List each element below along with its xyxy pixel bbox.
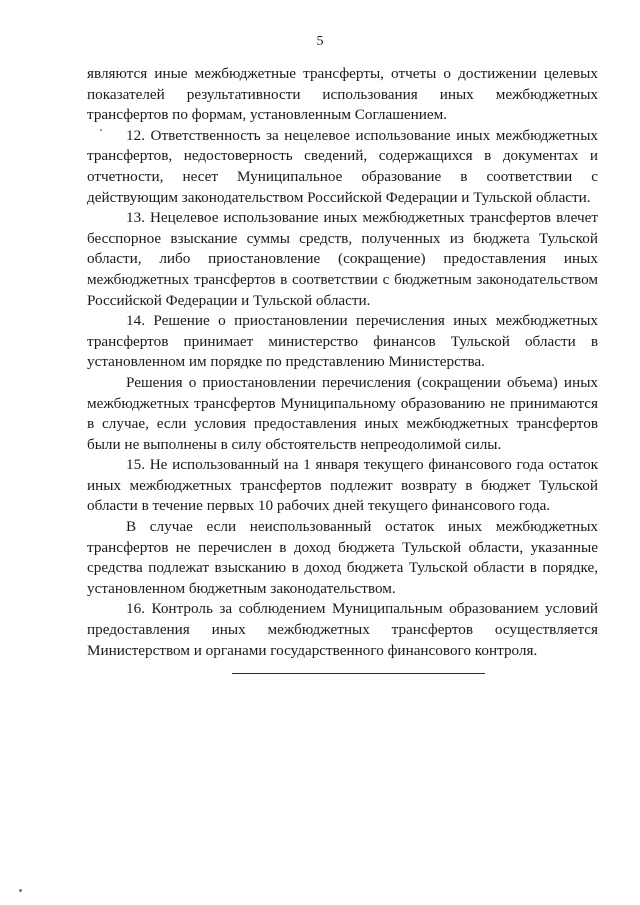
page-number: 5 xyxy=(316,34,324,49)
end-of-document-rule xyxy=(232,673,485,674)
paragraph-clause-13: 13. Нецелевое использование иных межбюджетных трансфертов влечет бесспорное взыскание суммы средств, полученных из бюджета Тульской области, либо приостановление (сокращение) предоставления иных межбюджетных трансфертов в соответствии с бюджетным законодательством Российской Федерации и Тульской области. xyxy=(87,209,598,309)
paragraph-clause-16: 16. Контроль за соблюдением Муниципальным образованием условий предоставления иных межбюджетных трансфертов осуществляется Министерством и органами государственного финансового контроля. xyxy=(87,600,598,659)
scan-speck xyxy=(100,129,102,131)
paragraph-clause-12: 12. Ответственность за нецелевое использование иных межбюджетных трансфертов, недостоверность сведений, содержащихся в документах и отчетности, несет Муниципальное образование в соответствии с действующим законодательством Российской Федерации и Тульской области. xyxy=(87,126,598,206)
paragraph-clause-14: 14. Решение о приостановлении перечисления иных межбюджетных трансфертов принимает министерство финансов Тульской области в установленном им порядке по представлению Министерства. xyxy=(87,312,598,371)
paragraph-clause-15: 15. Не использованный на 1 января текущего финансового года остаток иных межбюджетных трансфертов подлежит возврату в бюджет Тульской области в течение первых 10 рабочих дней текущего финансового года. xyxy=(87,456,598,515)
document-body xyxy=(87,64,598,661)
paragraph-clause-14-note: Решения о приостановлении перечисления (сокращении объема) иных межбюджетных трансфертов Муниципальному образованию не принимаются в случае, если условия предоставления иных межбюджетных трансфертов были не выполнены в силу обстоятельств непреодолимой силы. xyxy=(87,373,598,453)
scan-speck xyxy=(19,889,22,892)
paragraph-continuation: являются иные межбюджетные трансферты, отчеты о достижении целевых показателей результативности использования иных межбюджетных трансфертов по формам, установленным Соглашением. xyxy=(87,65,598,124)
paragraph-clause-15-note: В случае если неиспользованный остаток иных межбюджетных трансфертов не перечислен в доход бюджета Тульской области, указанные средства подлежат взысканию в доход бюджета Тульской области в порядке, установленном бюджетным законодательством. xyxy=(87,518,598,597)
